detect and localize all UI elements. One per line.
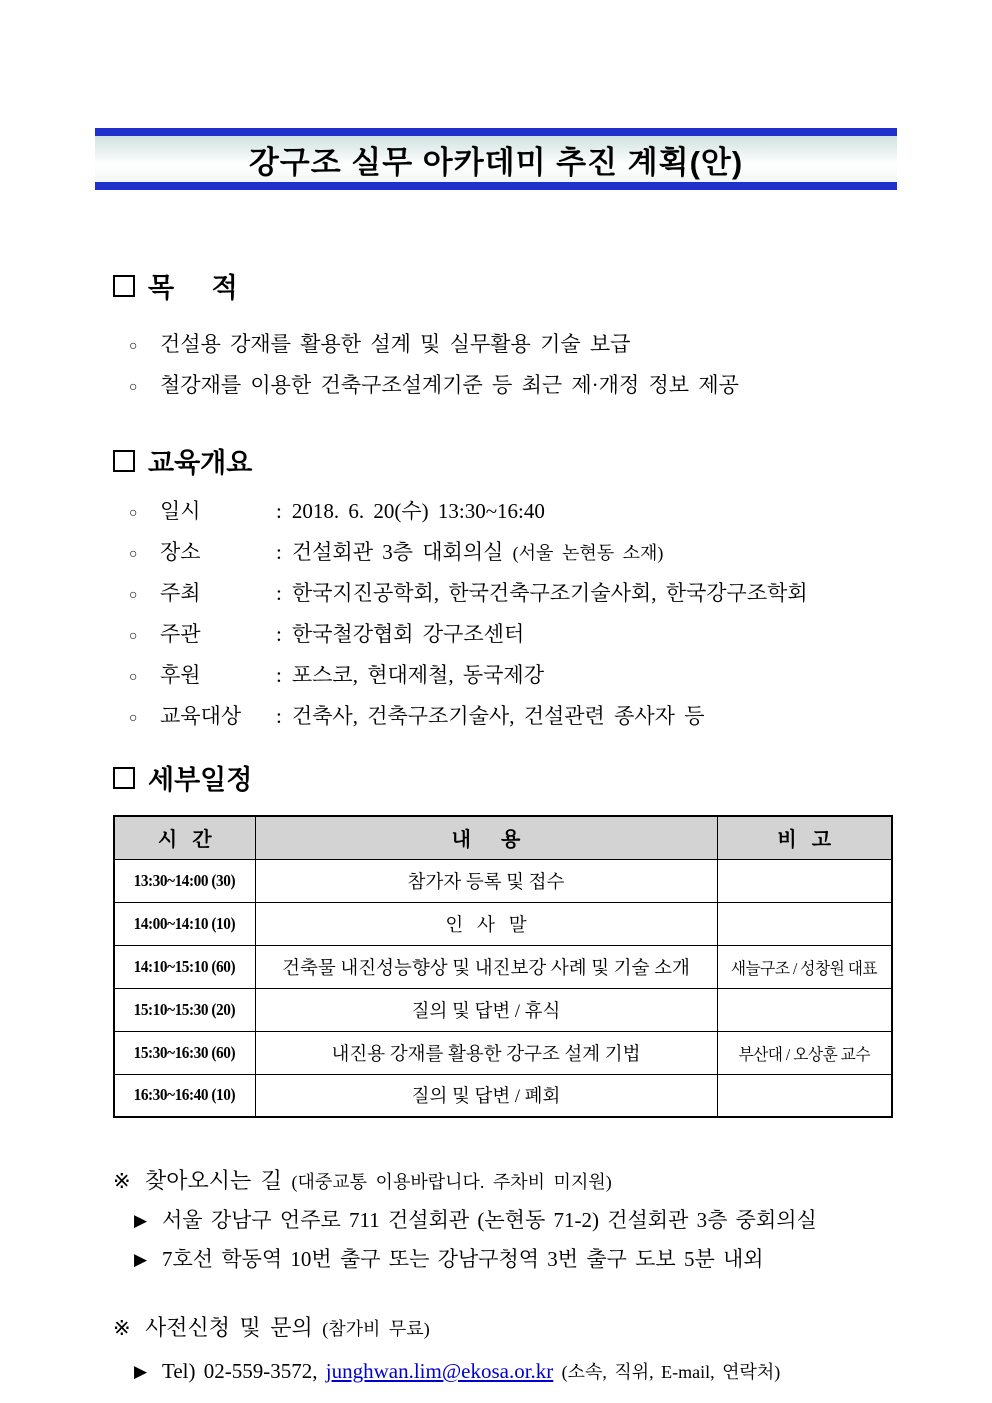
label-colon: : (276, 704, 282, 728)
overview-item-organizer (129, 615, 992, 656)
triangle-bullet-icon: ▶ (134, 1211, 148, 1230)
cell-content: 건축물 내진성능향상 및 내진보강 사례 및 기술 소개 (255, 945, 717, 988)
overview-item-sponsor (129, 656, 992, 697)
cell-time: 13:30~14:00 (30) (114, 859, 255, 902)
directions-line (134, 1201, 992, 1240)
overview-item-label: 후원 (160, 663, 201, 687)
directions-line (134, 1240, 992, 1279)
cell-time: 14:10~15:10 (60) (114, 945, 255, 988)
cell-content: 질의 및 답변 / 휴식 (255, 988, 717, 1031)
overview-item-label: 주관 (160, 622, 201, 646)
overview-item-value: 건설회관 3층 대회의실 (291, 540, 504, 564)
overview-item-value: 한국철강협회 강구조센터 (291, 622, 525, 646)
registration-heading (113, 1311, 992, 1342)
cell-remark: 새늘구조 / 성창원 대표 (717, 945, 892, 988)
page-title: 강구조 실무 아카데미 추진 계획(안) (248, 144, 744, 180)
purpose-bullet (129, 325, 992, 366)
triangle-bullet-icon: ▶ (134, 1250, 148, 1269)
cell-content: 질의 및 답변 / 폐회 (255, 1074, 717, 1117)
overview-item-value: 2018. 6. 20(수) 13:30~16:40 (291, 499, 545, 523)
title-banner (95, 128, 897, 190)
overview-item-label: 주최 (160, 581, 201, 605)
contact-required-info: (소속, 직위, E-mail, 연락처) (561, 1362, 781, 1382)
cell-remark (717, 1074, 892, 1117)
overview-item-label: 교육대상 (160, 704, 242, 728)
phone-number: Tel) 02-559-3572, (162, 1359, 318, 1383)
directions-line-text: 7호선 학동역 10번 출구 또는 강남구청역 3번 출구 도보 5분 내외 (162, 1247, 764, 1271)
registration-note: (참가비 무료) (322, 1319, 430, 1339)
directions-heading (113, 1164, 992, 1195)
cell-time: 15:10~15:30 (20) (114, 988, 255, 1031)
overview-item-date (129, 492, 992, 533)
cell-content: 내진용 강재를 활용한 강구조 설계 기법 (255, 1031, 717, 1074)
section-title: 목 적 (148, 273, 238, 303)
section-title: 교육개요 (148, 448, 253, 478)
table-row (114, 859, 892, 902)
circle-bullet-icon: ○ (129, 629, 138, 644)
square-marker-icon (113, 275, 135, 297)
directions-title: 찾아오시는 길 (145, 1168, 283, 1193)
section-overview-heading (113, 441, 992, 480)
purpose-bullet-text: 건설용 강재를 활용한 설계 및 실무활용 기술 보급 (160, 332, 631, 356)
circle-bullet-icon: ○ (129, 670, 138, 685)
circle-bullet-icon: ○ (129, 711, 138, 726)
schedule-table (113, 815, 893, 1118)
square-marker-icon (113, 767, 135, 789)
overview-item-host (129, 574, 992, 615)
table-row (114, 1074, 892, 1117)
cell-time: 15:30~16:30 (60) (114, 1031, 255, 1074)
overview-item-label: 일시 (160, 499, 201, 523)
table-row (114, 945, 892, 988)
cell-time: 14:00~14:10 (10) (114, 902, 255, 945)
cell-remark (717, 988, 892, 1031)
label-colon: : (276, 622, 282, 646)
overview-item-value: 포스코, 현대제철, 동국제강 (291, 663, 544, 687)
table-header-row (114, 816, 892, 859)
registration-title: 사전신청 및 문의 (145, 1315, 313, 1340)
square-marker-icon (113, 450, 135, 472)
label-colon: : (276, 499, 282, 523)
overview-item-label: 장소 (160, 540, 201, 564)
contact-line (134, 1352, 992, 1391)
reference-mark-icon: ※ (113, 1169, 131, 1193)
directions-line-text: 서울 강남구 언주로 711 건설회관 (논현동 71-2) 건설회관 3층 중회의실 (162, 1208, 817, 1232)
table-row (114, 988, 892, 1031)
label-colon: : (276, 663, 282, 687)
section-purpose-heading (113, 266, 992, 305)
section-schedule-heading (113, 758, 992, 797)
table-row (114, 902, 892, 945)
overview-item-value: 건축사, 건축구조기술사, 건설관련 종사자 등 (291, 704, 705, 728)
cell-content: 참가자 등록 및 접수 (255, 859, 717, 902)
column-header-content: 내 용 (255, 816, 717, 859)
cell-content: 인 사 말 (255, 902, 717, 945)
triangle-bullet-icon: ▶ (134, 1362, 148, 1381)
overview-item-note: (서울 논현동 소재) (512, 543, 664, 563)
reference-mark-icon: ※ (113, 1316, 131, 1340)
table-row (114, 1031, 892, 1074)
column-header-time: 시 간 (114, 816, 255, 859)
label-colon: : (276, 540, 282, 564)
cell-remark: 부산대 / 오상훈 교수 (717, 1031, 892, 1074)
column-header-remark: 비 고 (717, 816, 892, 859)
circle-bullet-icon: ○ (129, 588, 138, 603)
purpose-bullet-text: 철강재를 이용한 건축구조설계기준 등 최근 제·개정 정보 제공 (160, 373, 739, 397)
overview-item-audience (129, 697, 992, 738)
overview-item-value: 한국지진공학회, 한국건축구조기술사회, 한국강구조학회 (291, 581, 808, 605)
cell-remark (717, 902, 892, 945)
cell-time: 16:30~16:40 (10) (114, 1074, 255, 1117)
overview-item-place (129, 533, 992, 574)
label-colon: : (276, 581, 282, 605)
circle-bullet-icon: ○ (129, 506, 138, 521)
purpose-bullet (129, 366, 992, 407)
email-link[interactable]: junghwan.lim@ekosa.or.kr (325, 1359, 554, 1383)
circle-bullet-icon: ○ (129, 339, 138, 354)
circle-bullet-icon: ○ (129, 547, 138, 562)
cell-remark (717, 859, 892, 902)
circle-bullet-icon: ○ (129, 380, 138, 395)
directions-note: (대중교통 이용바랍니다. 주차비 미지원) (291, 1172, 612, 1192)
section-title: 세부일정 (148, 765, 253, 795)
